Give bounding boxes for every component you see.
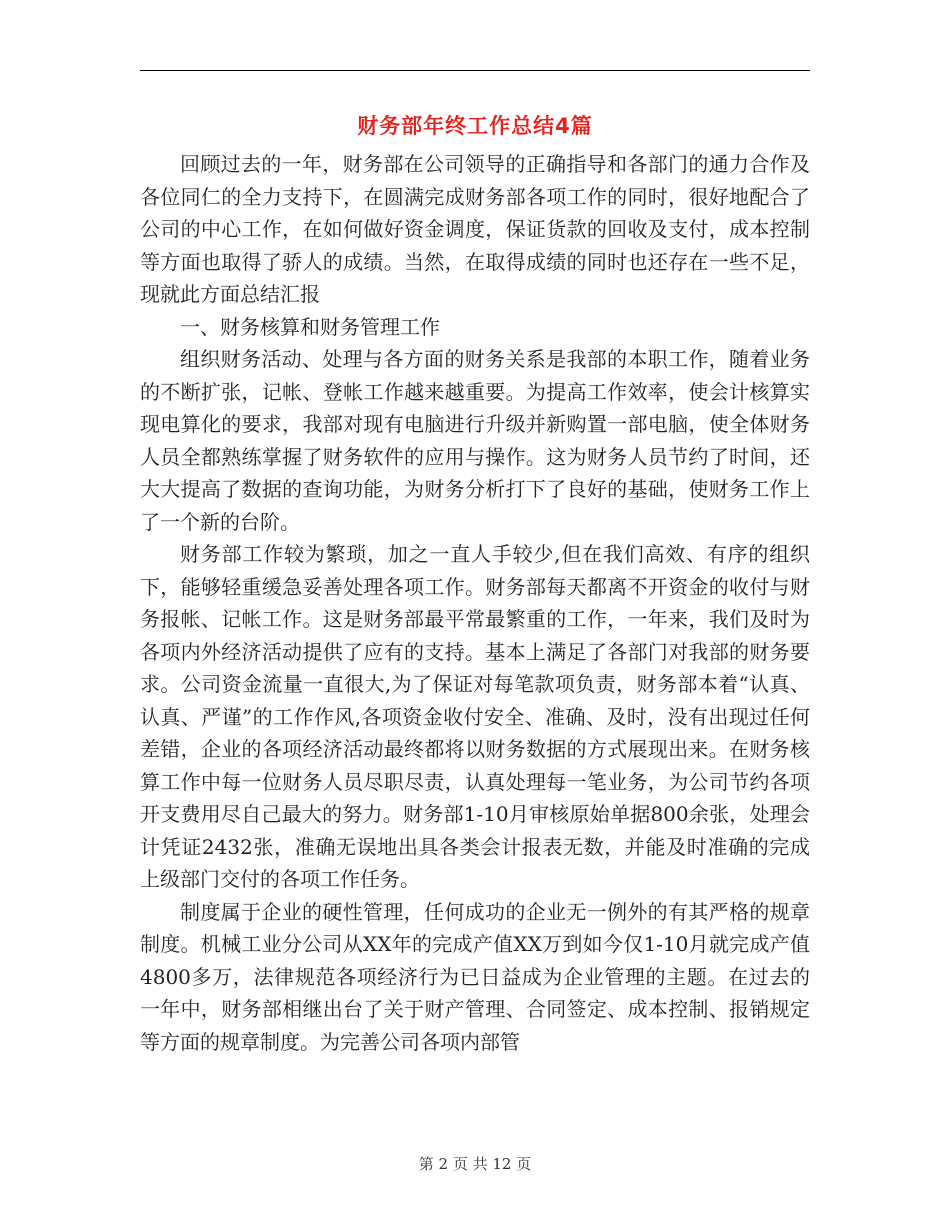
paragraph-regulations: 制度属于企业的硬性管理，任何成功的企业无一例外的有其严格的规章制度。机械工业分公司从XX年的完成产值XX万到如今仅1-10月就完成产值4800多万，法律规范各项经济行为已日益成为企业管理的主题。在过去的一年中，财务部相继出台了关于财产管理、合同签定、成本控制、报销规定等方面的规章制度。为完善公司各项内部管 — [140, 899, 810, 1054]
paragraph-intro: 回顾过去的一年，财务部在公司领导的正确指导和各部门的通力合作及各位同仁的全力支持下，在圆满完成财务部各项工作的同时，很好地配合了公司的中心工作，在如何做好资金调度，保证货款的回收及支付，成本控制等方面也取得了骄人的成绩。当然，在取得成绩的同时也还存在一些不足，现就此方面总结汇报 — [140, 152, 810, 306]
section-heading: 一、财务核算和财务管理工作 — [180, 314, 440, 339]
header-rule — [140, 70, 810, 71]
page-number: 第 2 页 共 12 页 — [418, 1155, 532, 1173]
paragraph-accounting: 组织财务活动、处理与各方面的财务关系是我部的本职工作，随着业务的不断扩张，记帐、登帐工作越来越重要。为提高工作效率，使会计核算实现电算化的要求，我部对现有电脑进行升级并新购置一部电脑，使全体财务人员全都熟练掌握了财务软件的应用与操作。这为财务人员节约了时间，还大大提高了数据的查询功能，为财务分析打下了良好的基础，使财务工作上了一个新的台阶。 — [140, 347, 810, 534]
paragraph-workload: 财务部工作较为繁琐，加之一直人手较少,但在我们高效、有序的组织下，能够轻重缓急妥善处理各项工作。财务部每天都离不开资金的收付与财务报帐、记帐工作。这是财务部最平常最繁重的工作，一年来，我们及时为各项内外经济活动提供了应有的支持。基本上满足了各部门对我部的财务要求。公司资金流量一直很大,为了保证对每笔款项负责，财务部本着“认真、认真、严谨”的工作作风,各项资金收付安全、准确、及时，没有出现过任何差错，企业的各项经济活动最终都将以财务数据的方式展现出来。在财务核算工作中每一位财务人员尽职尽责，认真处理每一笔业务，为公司节约各项开支费用尽自己最大的努力。财务部1-10月审核原始单据800余张，处理会计凭证2432张，准确无误地出具各类会计报表无数，并能及时准确的完成上级部门交付的各项工作任务。 — [140, 542, 810, 891]
document-title: 财务部年终工作总结4篇 — [357, 114, 593, 138]
document-body — [140, 148, 810, 1058]
